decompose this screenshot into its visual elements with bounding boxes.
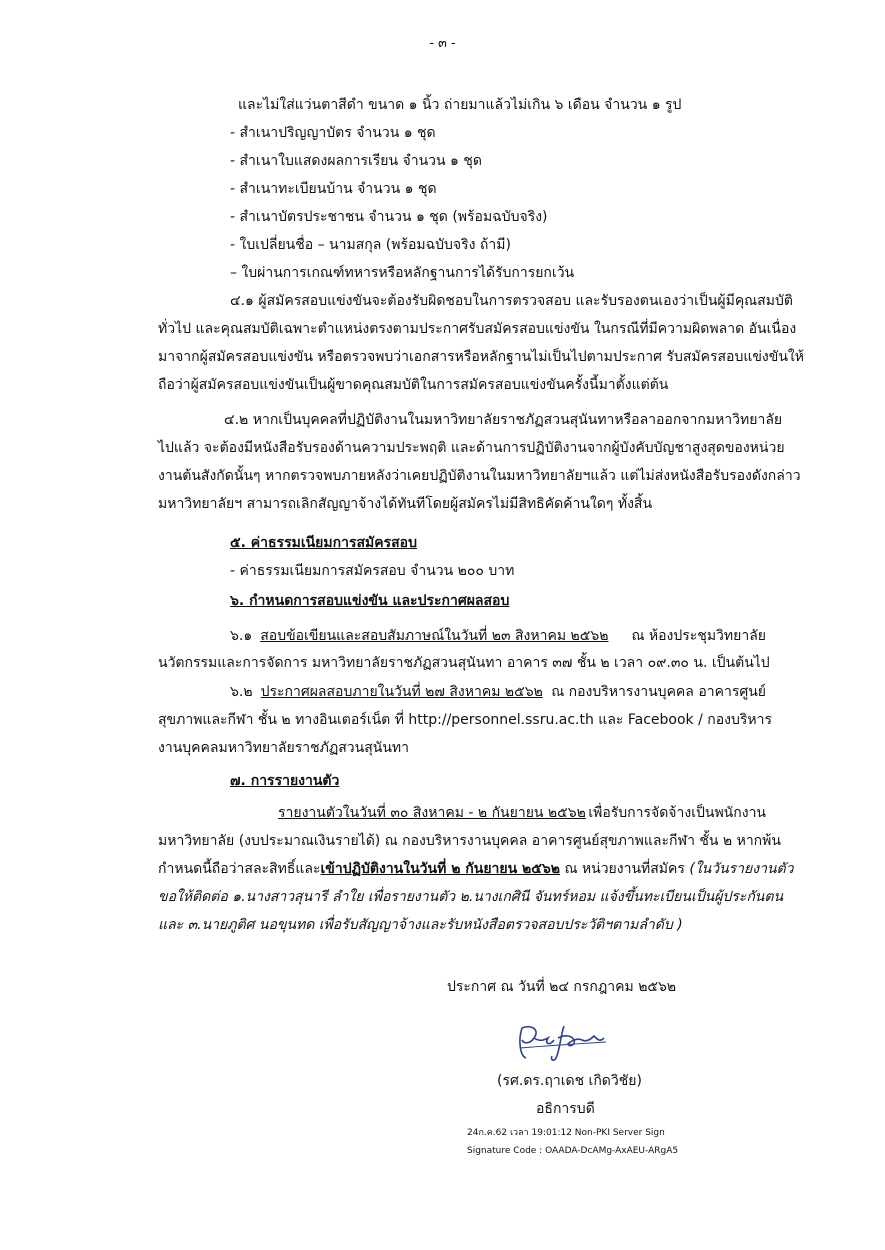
exam-venue: ณ ห้องประชุมวิทยาลัย <box>631 628 766 644</box>
electronic-signature-timestamp: 24ก.ค.62 เวลา 19:01:12 Non-PKI Server Sign <box>467 1128 665 1138</box>
document-item: - สำเนาทะเบียนบ้าน จำนวน ๑ ชุด <box>230 181 437 197</box>
document-item: – ใบผ่านการเกณฑ์ทหารหรือหลักฐานการได้รับการยกเว้น <box>230 265 575 281</box>
signer-title: อธิการบดี <box>536 1101 595 1117</box>
page-number: - ๓ - <box>429 36 456 51</box>
paragraph-4-2-line: งานต้นสังกัดนั้นๆ หากตรวจพบภายหลังว่าเคยปฏิบัติงานในมหาวิทยาลัยฯแล้ว แต่ไม่ส่งหนังสือรับรองดังกล่าว <box>158 468 801 484</box>
item-number: ๖.๒ <box>230 684 253 700</box>
result-date: ประกาศผลสอบภายในวันที่ ๒๗ สิงหาคม ๒๕๖๒ <box>260 684 543 700</box>
announcement-date: ประกาศ ณ วันที่ ๒๔ กรกฎาคม ๒๕๖๒ <box>447 979 677 995</box>
document-item: - สำเนาปริญญาบัตร จำนวน ๑ ชุด <box>230 125 436 141</box>
document-item: - ใบเปลี่ยนชื่อ – นามสกุล (พร้อมฉบับจริง ถ้ามี) <box>230 237 511 253</box>
report-line-1 <box>278 803 766 823</box>
report-date: รายงานตัวในวันที่ ๓๐ สิงหาคม - ๒ กันยายน ๒๕๖๒ <box>278 805 586 821</box>
photo-requirement-line: และไม่ใส่แว่นตาสีดำ ขนาด ๑ นิ้ว ถ่ายมาแล้วไม่เกิน ๖ เดือน จำนวน ๑ รูป <box>238 97 682 113</box>
report-purpose: เพื่อรับการจัดจ้างเป็นพนักงาน <box>588 805 766 821</box>
exam-date: สอบข้อเขียนและสอบสัมภาษณ์ในวันที่ ๒๓ สิงหาคม ๒๕๖๒ <box>260 628 609 644</box>
document-item: - สำเนาบัตรประชาชน จำนวน ๑ ชุด (พร้อมฉบับจริง) <box>230 209 548 225</box>
report-line-2: มหาวิทยาลัย (งบประมาณเงินรายได้) ณ กองบริหารงานบุคคล อาคารศูนย์สุขภาพและกีฬา ชั้น ๒ หากพ้น <box>158 833 781 849</box>
report-line-5: และ ๓.นายภูติศ นอขุนทด เพื่อรับสัญญาจ้างและรับหนังสือตรวจสอบประวัติฯตามลำดับ ) <box>158 917 683 933</box>
paragraph-4-1-line: มาจากผู้สมัครสอบแข่งขัน หรือตรวจพบว่าเอกสารหรือหลักฐานไม่เป็นไปตามประกาศ รับสมัครสอบแข่งขันให้ <box>158 349 804 365</box>
report-line-3 <box>158 859 794 879</box>
section-6-heading: ๖. กำหนดการสอบแข่งขัน และประกาศผลสอบ <box>230 593 510 609</box>
report-line-4: ขอให้ติดต่อ ๑.นางสาวสุนารี ลำใย เพื่อรายงานตัว ๒.นางเกศินี จันทร์หอม แจ้งขึ้นทะเบียนเป็นผู้ประกันตน <box>158 889 784 905</box>
paragraph-4-1-line: ๔.๑ ผู้สมัครสอบแข่งขันจะต้องรับผิดชอบในการตรวจสอบ และรับรองตนเองว่าเป็นผู้มีคุณสมบัติ <box>230 293 793 309</box>
schedule-item-6-2-line-3: งานบุคคลมหาวิทยาลัยราชภัฏสวนสุนันทา <box>158 740 409 756</box>
fee-item: - ค่าธรรมเนียมการสมัครสอบ จำนวน ๒๐๐ บาท <box>230 563 515 579</box>
schedule-item-6-1-line-2: นวัตกรรมและการจัดการ มหาวิทยาลัยราชภัฏสวนสุนันทา อาคาร ๓๗ ชั้น ๒ เวลา ๐๙.๓๐ น. เป็นต้นไป <box>158 655 770 671</box>
section-7-heading: ๗. การรายงานตัว <box>230 773 340 789</box>
signature-image <box>514 1018 614 1066</box>
paragraph-4-1-line: ทั่วไป และคุณสมบัติเฉพาะตำแหน่งตรงตามประกาศรับสมัครสอบแข่งขัน ในกรณีที่มีความผิดพลาด อันเนื่อง <box>158 321 797 337</box>
schedule-item-6-2 <box>230 682 766 702</box>
report-forfeit-text: กำหนดนี้ถือว่าสละสิทธิ์และ <box>158 861 321 877</box>
report-note-start: (ในวันรายงานตัว <box>689 861 794 877</box>
paragraph-4-1-line: ถือว่าผู้สมัครสอบแข่งขันเป็นผู้ขาดคุณสมบัติในการสมัครสอบแข่งขันครั้งนี้มาตั้งแต่ต้น <box>158 377 669 393</box>
report-unit-text: ณ หน่วยงานที่สมัคร <box>560 861 690 877</box>
paragraph-4-2-line: ๔.๒ หากเป็นบุคคลที่ปฏิบัติงานในมหาวิทยาลัยราชภัฏสวนสุนันทาหรือลาออกจากมหาวิทยาลัย <box>224 412 783 428</box>
section-5-heading: ๕. ค่าธรรมเนียมการสมัครสอบ <box>230 535 417 551</box>
item-number: ๖.๑ <box>230 628 253 644</box>
schedule-item-6-1 <box>230 626 766 646</box>
start-work-date: เข้าปฏิบัติงานในวันที่ ๒ กันยายน ๒๕๖๒ <box>320 861 560 877</box>
document-item: - สำเนาใบแสดงผลการเรียน จำนวน ๑ ชุด <box>230 153 482 169</box>
signer-name: (รศ.ดร.ฤาเดช เกิดวิชัย) <box>497 1073 642 1089</box>
paragraph-4-2-line: มหาวิทยาลัยฯ สามารถเลิกสัญญาจ้างได้ทันทีโดยผู้สมัครไม่มีสิทธิคัดค้านใดๆ ทั้งสิ้น <box>158 496 653 512</box>
schedule-item-6-2-line-2: สุขภาพและกีฬา ชั้น ๒ ทางอินเตอร์เน็ต ที่ http://personnel.ssru.ac.th และ Facebook / กองบริหาร <box>158 712 773 728</box>
result-venue: ณ กองบริหารงานบุคคล อาคารศูนย์ <box>551 684 766 700</box>
electronic-signature-code: Signature Code : OAADA-DcAMg-AxAEU-ARgA5 <box>467 1146 679 1156</box>
paragraph-4-2-line: ไปแล้ว จะต้องมีหนังสือรับรองด้านความประพฤติ และด้านการปฏิบัติงานจากผู้บังคับบัญชาสูงสุดของหน่วย <box>158 440 785 456</box>
